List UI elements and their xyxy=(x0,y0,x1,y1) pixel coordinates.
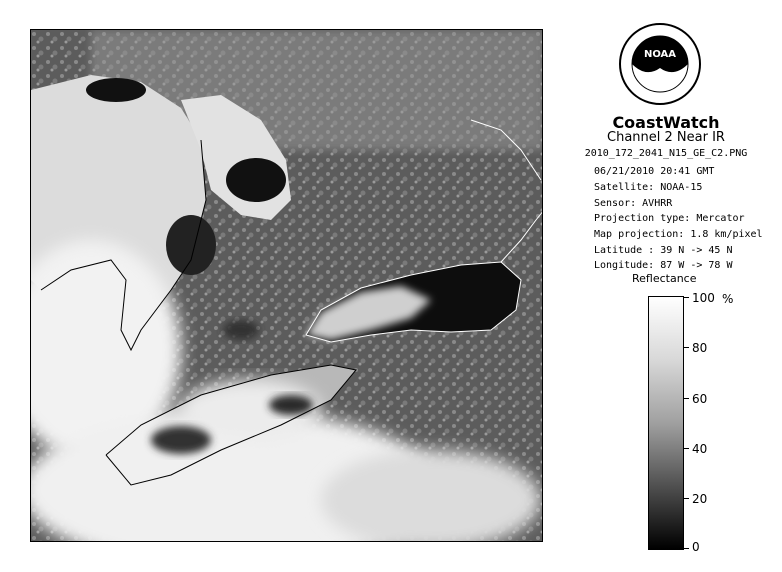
scale-tick-label: 0 xyxy=(692,540,700,554)
scale-unit: % xyxy=(722,292,734,306)
dark-water-patch-2 xyxy=(86,78,146,102)
scale-tick xyxy=(684,398,689,399)
scale-tick xyxy=(684,498,689,499)
cloud-shadow xyxy=(223,320,259,340)
latitude: Latitude : 39 N -> 45 N xyxy=(594,245,733,256)
scale-label: Reflectance xyxy=(632,272,697,285)
cloud-shadow xyxy=(151,426,211,454)
scale-tick xyxy=(684,347,689,348)
sensor: Sensor: AVHRR xyxy=(594,198,673,209)
scale-tick-label: 80 xyxy=(692,341,708,355)
longitude: Longitude: 87 W -> 78 W xyxy=(594,260,733,271)
dark-water-patch xyxy=(226,158,286,202)
satellite: Satellite: NOAA-15 xyxy=(594,182,703,193)
dark-lake-shadow xyxy=(166,215,216,275)
scale-tick-label: 20 xyxy=(692,492,708,506)
scale-tick xyxy=(684,448,689,449)
reflectance-colorbar xyxy=(648,296,684,550)
satellite-image xyxy=(30,29,543,542)
noaa-logo-text: NOAA xyxy=(643,49,677,60)
scale-tick-label: 100 xyxy=(692,291,715,305)
brand-title: CoastWatch xyxy=(612,113,720,132)
scale-tick xyxy=(684,548,689,549)
channel-subtitle: Channel 2 Near IR xyxy=(607,130,725,145)
noaa-logo xyxy=(618,22,702,106)
map-projection: Map projection: 1.8 km/pixel xyxy=(594,229,763,240)
scale-tick-label: 40 xyxy=(692,442,708,456)
projection-type: Projection type: Mercator xyxy=(594,213,745,224)
scale-tick-label: 60 xyxy=(692,392,708,406)
datetime: 06/21/2010 20:41 GMT xyxy=(594,166,715,177)
scale-tick xyxy=(684,297,689,298)
satellite-image-svg xyxy=(31,30,543,542)
filename: 2010_172_2041_N15_GE_C2.PNG xyxy=(584,148,748,159)
